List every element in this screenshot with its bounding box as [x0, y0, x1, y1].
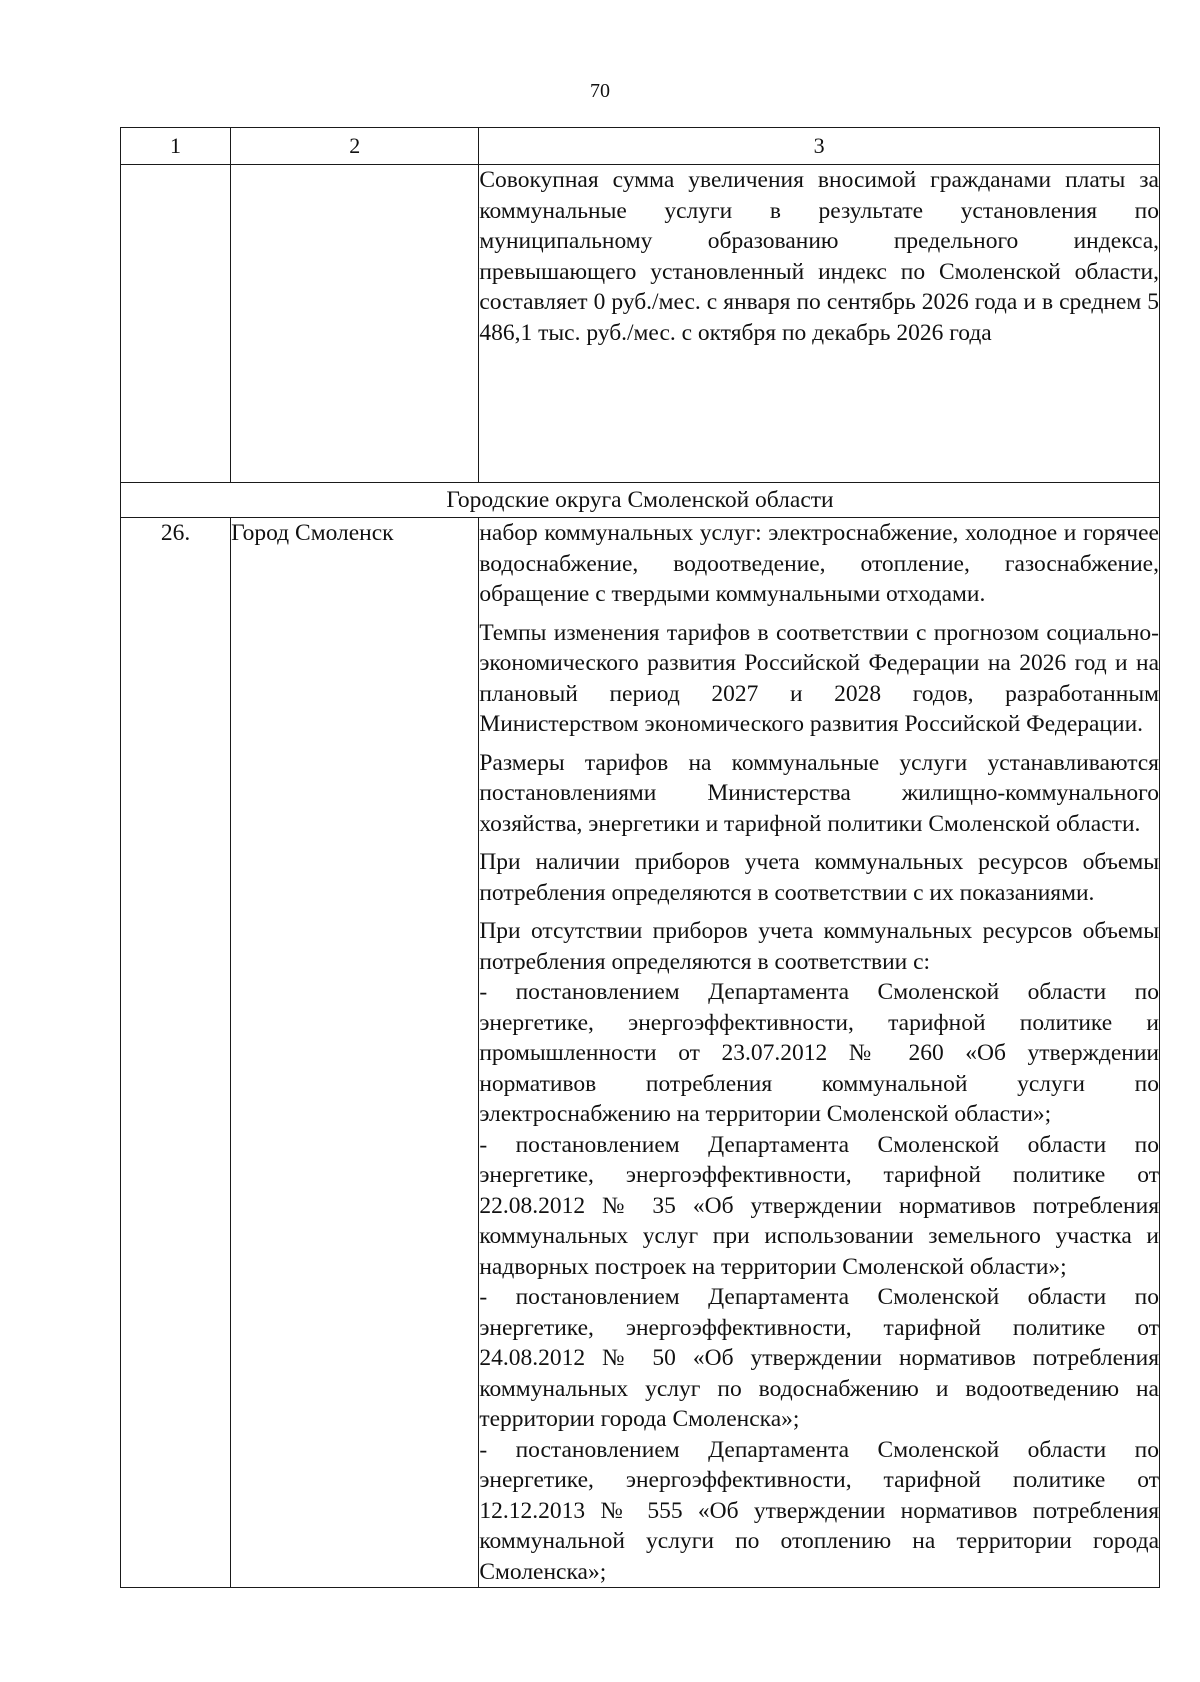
regulation-list-item: - постановлением Департамента Смоленской области по энергетике, энергоэффективности, тарифной политике от 22.08.2012 № 35 «Об утверждении нормативов потребления коммунальных услуг при использовании земельного участка и надворных построек на территории Смоленской области»;	[479, 1131, 1159, 1280]
document-table	[120, 127, 1160, 1588]
description-paragraph: При отсутствии приборов учета коммунальных ресурсов объемы потребления определяются в соответствии с:	[479, 918, 1159, 975]
continuation-text: Совокупная сумма увеличения вносимой гражданами платы за коммунальные услуги в результате установления по муниципальному образованию предельного индекса, превышающего установленный индекс по Смоленской области, составляет 0 руб./мес. с января по сентябрь 2026 года и в среднем 5 486,1 тыс. руб./мес. с октября по декабрь 2026 года	[479, 165, 1160, 483]
header-col-1: 1	[121, 128, 231, 165]
regulation-list-item: - постановлением Департамента Смоленской области по энергетике, энергоэффективности, тарифной политике от 24.08.2012 № 50 «Об утверждении нормативов потребления коммунальных услуг по водоснабжению и водоотведению на территории города Смоленска»;	[479, 1284, 1159, 1432]
section-row	[121, 483, 1160, 518]
continuation-col-2	[231, 165, 479, 483]
header-col-3: 3	[479, 128, 1160, 165]
description-paragraph: набор коммунальных услуг: электроснабжение, холодное и горячее водоснабжение, водоотведение, отопление, газоснабжение, обращение с твердыми коммунальными отходами.	[479, 520, 1159, 607]
row-municipality-name: Город Смоленск	[231, 518, 479, 1588]
regulation-list-item: - постановлением Департамента Смоленской области по энергетике, энергоэффективности, тарифной политике от 12.12.2013 № 555 «Об утверждении нормативов потребления коммунальной услуги по отоплению на территории города Смоленска»;	[479, 1436, 1159, 1585]
continuation-row	[121, 165, 1160, 483]
regulation-list-item: - постановлением Департамента Смоленской области по энергетике, энергоэффективности, тарифной политике и промышленности от 23.07.2012 № 260 «Об утверждении нормативов потребления коммунальной услуги по электроснабжению на территории Смоленской области»;	[479, 979, 1159, 1127]
section-title: Городские округа Смоленской области	[121, 483, 1160, 518]
description-paragraph: Темпы изменения тарифов в соответствии с прогнозом социально-экономического развития Российской Федерации на 2026 год и на плановый период 2027 и 2028 годов, разработанным Министерством экономического развития Российской Федерации.	[479, 619, 1159, 737]
table-header-row	[121, 128, 1160, 165]
row-number: 26.	[121, 518, 231, 1588]
row-description	[479, 518, 1160, 1588]
table-row	[121, 518, 1160, 1588]
description-paragraph: При наличии приборов учета коммунальных ресурсов объемы потребления определяются в соответствии с их показаниями.	[479, 849, 1159, 906]
page-number: 70	[590, 80, 610, 102]
description-paragraph: Размеры тарифов на коммунальные услуги устанавливаются постановлениями Министерства жилищно-коммунального хозяйства, энергетики и тарифной политики Смоленской области.	[479, 749, 1159, 837]
continuation-col-1	[121, 165, 231, 483]
header-col-2: 2	[231, 128, 479, 165]
